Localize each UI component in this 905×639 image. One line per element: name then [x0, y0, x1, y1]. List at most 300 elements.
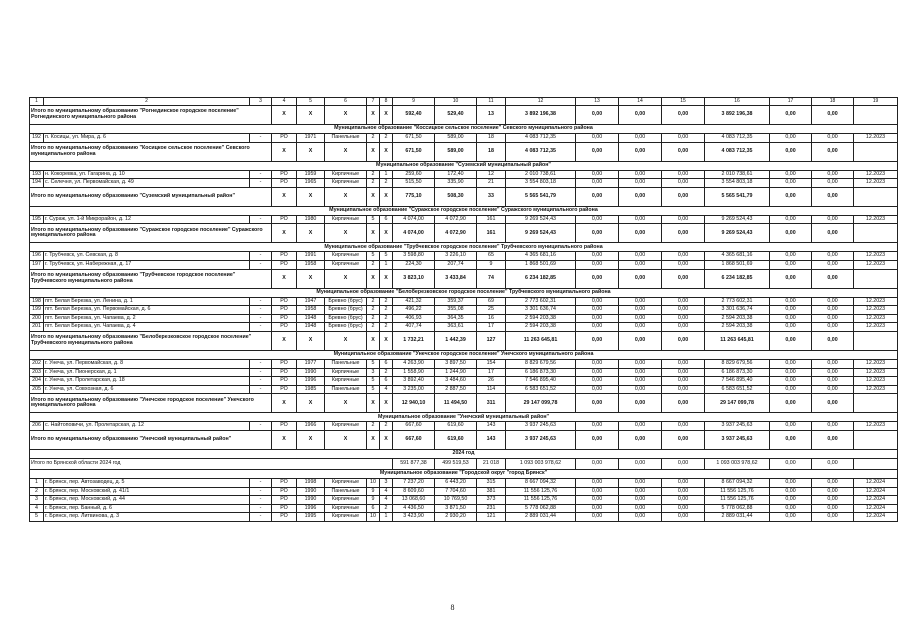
value-cell: 161: [477, 224, 506, 243]
value-cell: 0,00: [662, 179, 705, 188]
value-cell: 0,00: [619, 314, 662, 323]
value-cell: 3 554 803,18: [705, 179, 770, 188]
address-cell: г. Брянск, пер. Московский, д. 44: [44, 496, 250, 505]
value-cell: 0,00: [662, 260, 705, 269]
value-cell: 33: [477, 187, 506, 206]
value-cell: 0,00: [770, 306, 812, 315]
value-cell: 0,00: [619, 430, 662, 449]
value-cell: -: [250, 377, 272, 386]
value-cell: 1990: [297, 496, 325, 505]
value-cell: 0,00: [770, 430, 812, 449]
value-cell: 0,00: [619, 487, 662, 496]
value-cell: 5: [367, 215, 380, 224]
value-cell: 0,00: [770, 134, 812, 143]
value-cell: 0,00: [619, 385, 662, 394]
value-cell: 1 093 003 978,62: [705, 458, 770, 469]
value-cell: 0,00: [576, 224, 619, 243]
value-cell: 0,00: [812, 306, 854, 315]
value-cell: 0,00: [770, 513, 812, 522]
value-cell: 3 892 196,38: [506, 106, 576, 125]
value-cell: 8 829 679,56: [506, 359, 576, 368]
value-cell: Кирпичные: [325, 377, 367, 386]
value-cell: 9: [367, 496, 380, 505]
value-cell: 0,00: [619, 224, 662, 243]
column-number-cell: 4: [272, 98, 297, 106]
value-cell: 21: [477, 179, 506, 188]
value-cell: 3 897,50: [435, 359, 477, 368]
value-cell: 0,00: [619, 331, 662, 350]
value-cell: 1 093 003 978,62: [506, 458, 576, 469]
value-cell: 12.2023: [854, 179, 898, 188]
value-cell: 0,00: [770, 297, 812, 306]
value-cell: 0,00: [812, 187, 854, 206]
section-heading-row: [30, 161, 898, 170]
value-cell: Кирпичные: [325, 252, 367, 261]
value-cell: Кирпичные: [325, 215, 367, 224]
value-cell: РО: [272, 306, 297, 315]
value-cell: 0,00: [576, 323, 619, 332]
value-cell: 6: [367, 504, 380, 513]
value-cell: 0,00: [662, 394, 705, 413]
value-cell: 0,00: [576, 252, 619, 261]
value-cell: 0,00: [812, 170, 854, 179]
value-cell: 12.2023: [854, 260, 898, 269]
value-cell: 335,90: [435, 179, 477, 188]
section-heading-row: [30, 288, 898, 297]
value-cell: 2: [380, 179, 393, 188]
row-number-cell: 2: [30, 487, 44, 496]
value-cell: Х: [380, 187, 393, 206]
subtotal-row: [30, 430, 898, 449]
register-table-wrapper: [29, 97, 886, 522]
value-cell: 6: [380, 215, 393, 224]
value-cell: 0,00: [662, 368, 705, 377]
column-number-cell: 12: [506, 98, 576, 106]
value-cell: РО: [272, 323, 297, 332]
value-cell: 12.2023: [854, 323, 898, 332]
row-number-cell: 206: [30, 422, 44, 431]
value-cell: Х: [297, 142, 325, 161]
value-cell: 5: [367, 252, 380, 261]
table-row: [30, 215, 898, 224]
value-cell: 7 546 895,40: [506, 377, 576, 386]
value-cell: 2: [380, 297, 393, 306]
table-row: [30, 306, 898, 315]
value-cell: 0,00: [619, 297, 662, 306]
value-cell: 0,00: [812, 377, 854, 386]
value-cell: 2: [380, 134, 393, 143]
value-cell: 121: [477, 513, 506, 522]
value-cell: 0,00: [770, 215, 812, 224]
value-cell: 0,00: [576, 377, 619, 386]
value-cell: [854, 224, 898, 243]
value-cell: 0,00: [576, 359, 619, 368]
value-cell: 0,00: [619, 368, 662, 377]
table-row: [30, 297, 898, 306]
value-cell: 3 937 245,63: [506, 430, 576, 449]
value-cell: -: [250, 260, 272, 269]
value-cell: 0,00: [812, 458, 854, 469]
row-number-cell: 200: [30, 314, 44, 323]
value-cell: Бревно (брус): [325, 306, 367, 315]
value-cell: 1998: [297, 478, 325, 487]
value-cell: 0,00: [619, 478, 662, 487]
value-cell: 161: [477, 215, 506, 224]
value-cell: 0,00: [662, 487, 705, 496]
value-cell: 9 269 524,43: [506, 215, 576, 224]
value-cell: 1: [380, 260, 393, 269]
value-cell: 0,00: [619, 496, 662, 505]
value-cell: 2 930,20: [435, 513, 477, 522]
value-cell: 1: [380, 170, 393, 179]
section-heading-row: [30, 413, 898, 422]
column-number-cell: 13: [576, 98, 619, 106]
row-number-cell: 195: [30, 215, 44, 224]
value-cell: 363,61: [435, 323, 477, 332]
value-cell: Х: [272, 430, 297, 449]
value-cell: 0,00: [576, 179, 619, 188]
value-cell: 0,00: [619, 422, 662, 431]
value-cell: 0,00: [619, 170, 662, 179]
column-number-cell: 2: [44, 98, 250, 106]
value-cell: 69: [477, 297, 506, 306]
subtotal-row: [30, 331, 898, 350]
value-cell: 8 667 094,32: [506, 478, 576, 487]
value-cell: 1966: [297, 422, 325, 431]
value-cell: 1: [380, 513, 393, 522]
value-cell: 4: [380, 496, 393, 505]
value-cell: 5: [367, 385, 380, 394]
value-cell: [854, 394, 898, 413]
value-cell: 11 263 645,81: [506, 331, 576, 350]
subtotal-label-cell: Итого по муниципальному образованию "Суражское городское поселение" Суражского муниципального района: [30, 224, 272, 243]
value-cell: 3: [367, 368, 380, 377]
subtotal-label-cell: Итого по муниципальному образованию "Унечское городское поселение" Унечского муниципального района: [30, 394, 272, 413]
value-cell: 0,00: [576, 513, 619, 522]
value-cell: 12.2023: [854, 385, 898, 394]
value-cell: 2 773 602,31: [705, 297, 770, 306]
value-cell: 0,00: [576, 331, 619, 350]
subtotal-row: [30, 269, 898, 288]
value-cell: 172,40: [435, 170, 477, 179]
subtotal-row: [30, 394, 898, 413]
value-cell: 1990: [297, 487, 325, 496]
value-cell: 4 074,00: [393, 224, 435, 243]
value-cell: Х: [325, 106, 367, 125]
value-cell: 2: [367, 314, 380, 323]
section-heading-cell: Муниципальное образование "Трубчевское городское поселение" Трубчевского муниципального района: [30, 243, 898, 252]
section-heading-cell: Муниципальное образование "Суражское городское поселение" Суражского муниципального района: [30, 206, 898, 215]
address-cell: г. Брянск, пер. Литвинова, д. 3: [44, 513, 250, 522]
column-number-cell: 9: [393, 98, 435, 106]
value-cell: -: [250, 478, 272, 487]
value-cell: 1990: [297, 368, 325, 377]
table-row: [30, 377, 898, 386]
value-cell: Х: [325, 331, 367, 350]
value-cell: 0,00: [770, 368, 812, 377]
value-cell: 0,00: [662, 215, 705, 224]
value-cell: 8 829 679,56: [705, 359, 770, 368]
value-cell: 0,00: [812, 513, 854, 522]
value-cell: -: [250, 323, 272, 332]
value-cell: Х: [367, 187, 380, 206]
value-cell: 0,00: [576, 106, 619, 125]
value-cell: 6 186 873,30: [506, 368, 576, 377]
value-cell: 0,00: [662, 422, 705, 431]
value-cell: 407,74: [393, 323, 435, 332]
value-cell: -: [250, 252, 272, 261]
value-cell: 2 594 203,38: [705, 314, 770, 323]
value-cell: 0,00: [619, 359, 662, 368]
value-cell: 0,00: [812, 331, 854, 350]
value-cell: [854, 187, 898, 206]
value-cell: 2 889 031,44: [506, 513, 576, 522]
value-cell: РО: [272, 260, 297, 269]
value-cell: 0,00: [770, 496, 812, 505]
value-cell: 2 773 602,31: [506, 297, 576, 306]
value-cell: 9: [477, 260, 506, 269]
value-cell: 8 667 094,32: [705, 478, 770, 487]
value-cell: 0,00: [619, 504, 662, 513]
value-cell: 1995: [297, 513, 325, 522]
value-cell: 0,00: [619, 269, 662, 288]
value-cell: 1958: [297, 306, 325, 315]
value-cell: -: [250, 496, 272, 505]
value-cell: Х: [380, 142, 393, 161]
value-cell: 2: [380, 504, 393, 513]
value-cell: Кирпичные: [325, 179, 367, 188]
value-cell: Х: [272, 106, 297, 125]
value-cell: 0,00: [576, 487, 619, 496]
value-cell: 671,50: [393, 142, 435, 161]
value-cell: Х: [297, 106, 325, 125]
value-cell: 207,74: [435, 260, 477, 269]
value-cell: 11 556 125,76: [705, 496, 770, 505]
value-cell: 10: [367, 478, 380, 487]
address-cell: п. Косицы, ул. Мира, д. 6: [44, 134, 250, 143]
value-cell: -: [250, 306, 272, 315]
value-cell: 0,00: [576, 134, 619, 143]
section-heading-row: [30, 449, 898, 458]
value-cell: 2: [367, 260, 380, 269]
address-cell: г. Трубчевск, ул. Севская, д. 8: [44, 252, 250, 261]
value-cell: 515,50: [393, 179, 435, 188]
value-cell: 589,00: [435, 134, 477, 143]
subtotal-row: [30, 187, 898, 206]
value-cell: 12.2023: [854, 359, 898, 368]
column-number-cell: 16: [705, 98, 770, 106]
value-cell: 1965: [297, 179, 325, 188]
value-cell: 1985: [297, 385, 325, 394]
value-cell: 12.2024: [854, 487, 898, 496]
value-cell: 0,00: [812, 260, 854, 269]
value-cell: 0,00: [576, 430, 619, 449]
value-cell: 10 769,50: [435, 496, 477, 505]
value-cell: 12.2023: [854, 215, 898, 224]
value-cell: 0,00: [812, 487, 854, 496]
value-cell: 4 072,90: [435, 215, 477, 224]
value-cell: 0,00: [619, 179, 662, 188]
value-cell: 0,00: [662, 377, 705, 386]
value-cell: Х: [380, 430, 393, 449]
value-cell: Х: [325, 142, 367, 161]
value-cell: Х: [325, 187, 367, 206]
value-cell: Кирпичные: [325, 478, 367, 487]
value-cell: 0,00: [812, 394, 854, 413]
value-cell: РО: [272, 513, 297, 522]
value-cell: 0,00: [662, 323, 705, 332]
column-number-cell: 14: [619, 98, 662, 106]
value-cell: 671,50: [393, 134, 435, 143]
value-cell: 0,00: [619, 394, 662, 413]
section-heading-cell: Муниципальное образование "Суземский муниципальный район": [30, 161, 898, 170]
value-cell: 0,00: [662, 478, 705, 487]
value-cell: 381: [477, 487, 506, 496]
value-cell: 0,00: [576, 314, 619, 323]
value-cell: РО: [272, 170, 297, 179]
value-cell: [854, 458, 898, 469]
value-cell: 0,00: [619, 513, 662, 522]
value-cell: 0,00: [770, 377, 812, 386]
value-cell: 3 892,40: [393, 377, 435, 386]
value-cell: 0,00: [812, 142, 854, 161]
value-cell: Х: [325, 224, 367, 243]
value-cell: 8 609,60: [393, 487, 435, 496]
row-number-cell: 201: [30, 323, 44, 332]
value-cell: РО: [272, 314, 297, 323]
value-cell: РО: [272, 504, 297, 513]
value-cell: 1947: [297, 297, 325, 306]
value-cell: 499 519,53: [435, 458, 477, 469]
value-cell: Х: [272, 224, 297, 243]
value-cell: 1 442,39: [435, 331, 477, 350]
value-cell: Х: [367, 142, 380, 161]
subtotal-label-cell: Итого по муниципальному образованию "Рогнединское городское поселение" Рогнединского муниципального района: [30, 106, 272, 125]
value-cell: -: [250, 422, 272, 431]
value-cell: 0,00: [770, 458, 812, 469]
value-cell: 12.2023: [854, 297, 898, 306]
subtotal-row: [30, 106, 898, 125]
value-cell: 4 365 681,16: [506, 252, 576, 261]
value-cell: 315: [477, 478, 506, 487]
value-cell: 231: [477, 504, 506, 513]
value-cell: Х: [325, 430, 367, 449]
value-cell: 1971: [297, 134, 325, 143]
value-cell: -: [250, 359, 272, 368]
value-cell: 3 598,80: [393, 252, 435, 261]
value-cell: Панельные: [325, 385, 367, 394]
value-cell: 0,00: [576, 478, 619, 487]
table-row: [30, 513, 898, 522]
value-cell: 12.2023: [854, 314, 898, 323]
value-cell: Кирпичные: [325, 260, 367, 269]
value-cell: 0,00: [812, 478, 854, 487]
value-cell: 1948: [297, 323, 325, 332]
section-heading-cell: Муниципальное образование "Белоберезковское городское поселение" Трубчевского муниципального района: [30, 288, 898, 297]
value-cell: 0,00: [770, 252, 812, 261]
value-cell: 589,00: [435, 142, 477, 161]
value-cell: 1 244,90: [435, 368, 477, 377]
value-cell: 2: [380, 314, 393, 323]
value-cell: 0,00: [812, 224, 854, 243]
value-cell: 0,00: [619, 260, 662, 269]
value-cell: 0,00: [662, 314, 705, 323]
address-cell: г. Унеча, ул. Первомайская, д. 8: [44, 359, 250, 368]
value-cell: 18: [477, 134, 506, 143]
value-cell: 11 556 125,76: [705, 487, 770, 496]
row-number-cell: 5: [30, 513, 44, 522]
address-cell: с. Селечня, ул. Первомайская, д. 49: [44, 179, 250, 188]
value-cell: Х: [297, 331, 325, 350]
value-cell: 0,00: [619, 215, 662, 224]
row-number-cell: 196: [30, 252, 44, 261]
section-heading-cell: 2024 год: [30, 449, 898, 458]
grand-total-row: [30, 458, 898, 469]
value-cell: 0,00: [576, 504, 619, 513]
value-cell: Бревно (брус): [325, 314, 367, 323]
value-cell: 5: [367, 359, 380, 368]
row-number-cell: 198: [30, 297, 44, 306]
value-cell: 12.2023: [854, 377, 898, 386]
value-cell: [854, 331, 898, 350]
subtotal-label-cell: Итого по муниципальному образованию "Трубчевское городское поселение" Трубчевского муниципального района: [30, 269, 272, 288]
value-cell: 21 018: [477, 458, 506, 469]
value-cell: 5: [380, 252, 393, 261]
value-cell: 4 074,00: [393, 215, 435, 224]
column-number-cell: 17: [770, 98, 812, 106]
value-cell: -: [250, 487, 272, 496]
value-cell: 0,00: [770, 385, 812, 394]
value-cell: 11 263 645,81: [705, 331, 770, 350]
value-cell: 1977: [297, 359, 325, 368]
value-cell: 224,30: [393, 260, 435, 269]
value-cell: 3 301 636,74: [705, 306, 770, 315]
value-cell: 0,00: [812, 269, 854, 288]
value-cell: Х: [272, 269, 297, 288]
value-cell: 0,00: [812, 430, 854, 449]
section-heading-row: [30, 125, 898, 134]
value-cell: 364,35: [435, 314, 477, 323]
value-cell: 6 583 651,52: [705, 385, 770, 394]
value-cell: -: [250, 314, 272, 323]
value-cell: 0,00: [812, 368, 854, 377]
value-cell: Х: [325, 269, 367, 288]
value-cell: 0,00: [662, 170, 705, 179]
address-cell: г. Брянск, пер. Московский, д. 41/1: [44, 487, 250, 496]
value-cell: РО: [272, 368, 297, 377]
value-cell: 10: [367, 513, 380, 522]
column-number-cell: 10: [435, 98, 477, 106]
value-cell: 0,00: [662, 106, 705, 125]
table-row: [30, 487, 898, 496]
value-cell: 6 234 182,85: [506, 269, 576, 288]
value-cell: 4 072,90: [435, 224, 477, 243]
value-cell: Панельные: [325, 487, 367, 496]
value-cell: Х: [272, 331, 297, 350]
value-cell: 0,00: [770, 422, 812, 431]
column-number-cell: 11: [477, 98, 506, 106]
value-cell: 5: [367, 377, 380, 386]
value-cell: Х: [272, 187, 297, 206]
value-cell: Х: [272, 394, 297, 413]
value-cell: 3 937 245,63: [705, 422, 770, 431]
value-cell: 1 868 501,69: [705, 260, 770, 269]
table-row: [30, 359, 898, 368]
value-cell: 9 269 524,43: [506, 224, 576, 243]
value-cell: Кирпичные: [325, 504, 367, 513]
value-cell: 3 235,00: [393, 385, 435, 394]
value-cell: 2: [380, 323, 393, 332]
